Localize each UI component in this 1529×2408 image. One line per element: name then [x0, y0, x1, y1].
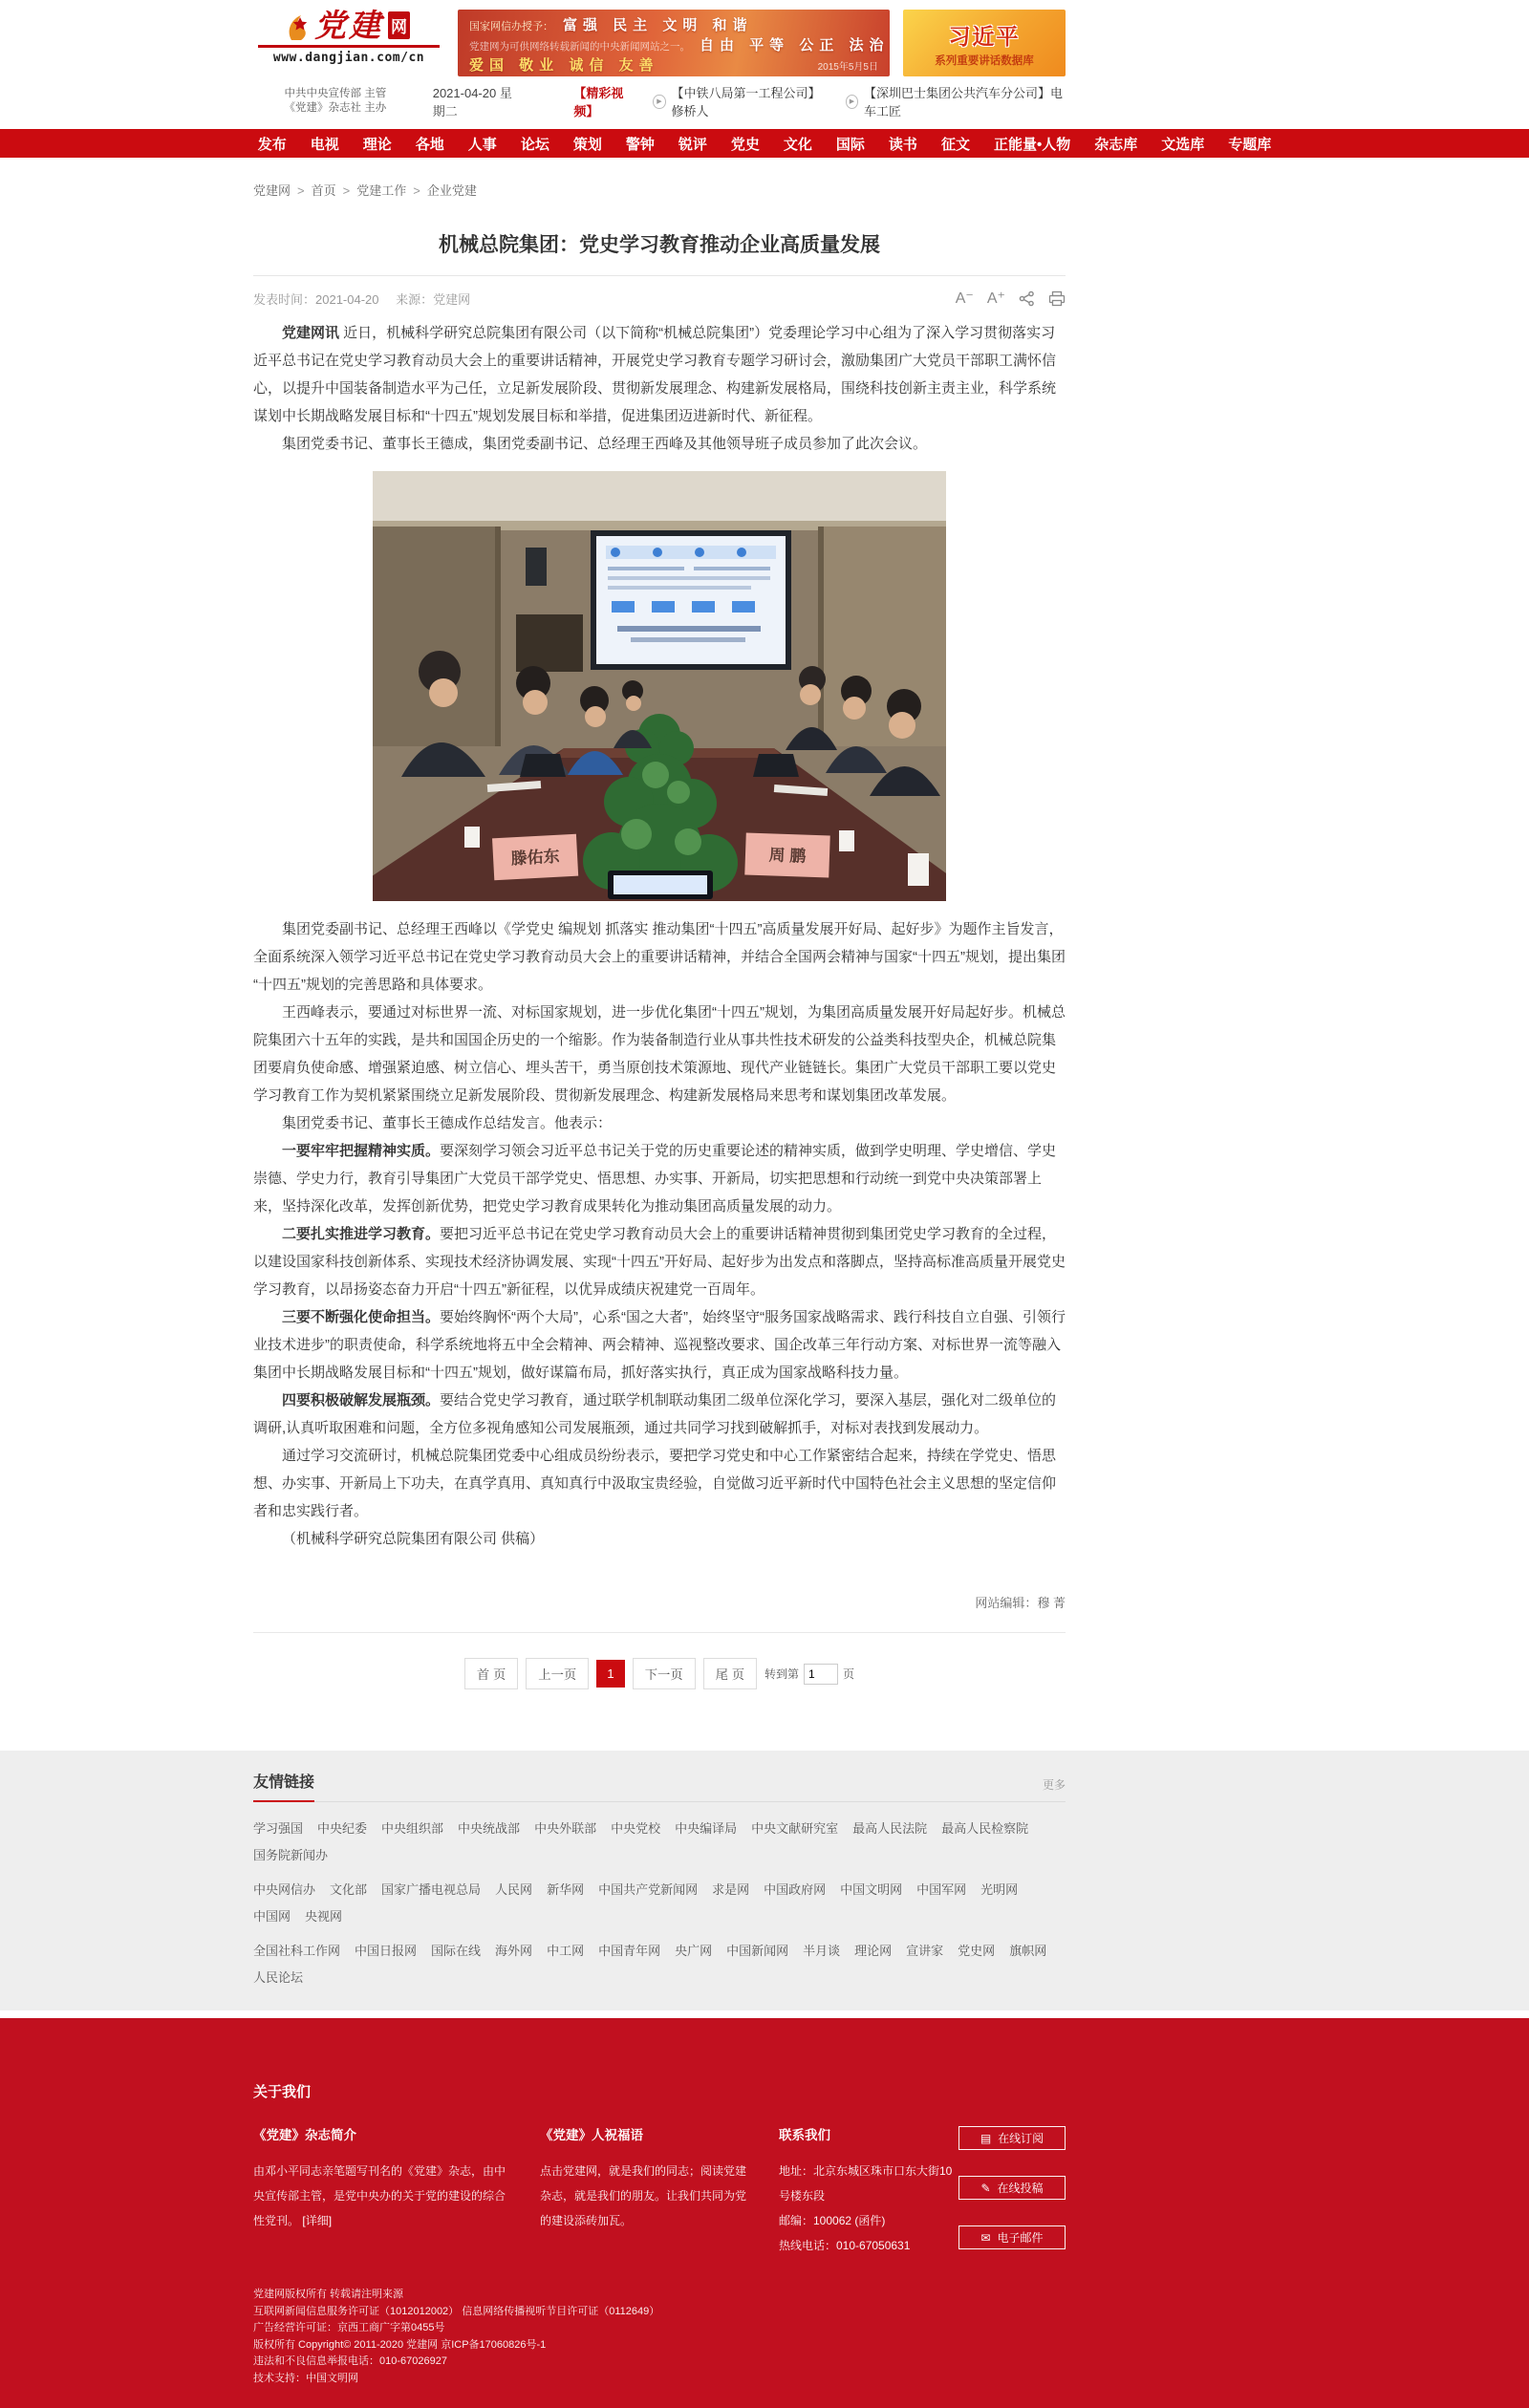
- article-source: 来源：党建网: [396, 291, 471, 307]
- detail-link[interactable]: [详细]: [302, 2214, 333, 2227]
- friend-link[interactable]: 国务院新闻办: [253, 1848, 329, 1862]
- email-button[interactable]: [958, 2225, 1066, 2249]
- email-label: 电子邮件: [997, 2231, 1044, 2245]
- play-icon[interactable]: ▶: [653, 95, 665, 109]
- friend-link[interactable]: 央广网: [675, 1944, 713, 1958]
- current-date: 2021-04-20 星期二: [432, 86, 512, 118]
- contact-address: 地址：北京东城区珠市口东大街10号楼东段: [779, 2164, 953, 2203]
- article-paragraph: 通过学习交流研讨，机械总院集团党委中心组成员纷纷表示，要把学习党史和中心工作紧密结合起来，持续在学党史、悟思想、办实事、开新局上下功夫，在真学真用、真知真行中汲取宝贵经验，自觉做习近平新时代中国特色社会主义思想的坚定信仰者和忠实践行者。: [253, 1448, 1057, 1519]
- video-link-1-title: 【中铁八局第一工程公司】修桥人: [671, 86, 821, 118]
- friend-link[interactable]: 海外网: [495, 1944, 533, 1958]
- nav-item[interactable]: 读书: [888, 136, 917, 153]
- friend-link[interactable]: 半月谈: [803, 1944, 841, 1958]
- friend-link[interactable]: 最高人民法院: [852, 1821, 928, 1836]
- page-title: 机械总院集团：党史学习教育推动企业高质量发展: [439, 234, 880, 256]
- current-page-button[interactable]: 1: [596, 1660, 624, 1688]
- logo-brand-text: 党建: [314, 7, 383, 44]
- friend-link[interactable]: 学习强国: [253, 1821, 304, 1836]
- breadcrumb-link[interactable]: 党建工作: [356, 183, 407, 198]
- friend-link[interactable]: 中央统战部: [458, 1821, 521, 1836]
- nav-item[interactable]: 各地: [415, 136, 444, 153]
- friend-link[interactable]: 中国网: [253, 1909, 291, 1924]
- legal-line: 版权所有 Copyright© 2011-2020 党建网 京ICP备17060826号-1: [253, 2338, 547, 2351]
- online-submit-label: 在线投稿: [997, 2182, 1044, 2195]
- friend-links-title: 友情链接: [253, 1770, 314, 1802]
- goto-prefix: 转到第: [764, 1667, 800, 1681]
- next-page-button[interactable]: 下一页: [633, 1658, 696, 1689]
- date-video-bar: [253, 83, 1066, 129]
- video-link-2[interactable]: [846, 83, 1066, 119]
- article-paragraph: 党建网讯 近日，机械科学研究总院集团有限公司（以下简称“机械总院集团”）党委理论学习中心组为了深入学习贯彻落实习近平总书记在党史学习教育动员大会上的重要讲话精神，开展党史学习教育专题学习研讨会，激励集团广大党员干部职工满怀信心，以提升中国装备制造水平为己任，立足新发展阶段、贯彻新发展理念、构建新发展格局，围绕科技创新主责主业，科学系统谋划中长期战略发展目标和“十四五”规划发展目标和举措，促进集团迈进新时代、新征程。: [253, 325, 1057, 424]
- first-page-button[interactable]: 首 页: [464, 1658, 518, 1689]
- friend-link[interactable]: 光明网: [980, 1882, 1019, 1897]
- banner-values-row1: 富强 民主 文明 和谐: [563, 17, 753, 33]
- article-paragraph: 集团党委书记、董事长王德成，集团党委副书记、总经理王西峰及其他领导班子成员参加了此次会议。: [282, 436, 928, 452]
- logo-url: www.dangjian.com/cn: [272, 51, 425, 65]
- friend-link[interactable]: 中工网: [547, 1944, 585, 1958]
- banner-values-row3: 爱国 敬业 诚信 友善: [469, 57, 659, 74]
- breadcrumb-separator: >: [413, 183, 420, 198]
- friend-link[interactable]: 中国新闻网: [726, 1944, 789, 1958]
- article: [253, 229, 1066, 1745]
- friend-link[interactable]: 全国社科工作网: [253, 1944, 341, 1958]
- online-subscribe-button[interactable]: [958, 2126, 1066, 2150]
- friend-link[interactable]: 中国政府网: [764, 1882, 827, 1897]
- article-photo: [373, 471, 946, 906]
- font-decrease-button[interactable]: A⁻: [955, 290, 974, 307]
- footer-col2-text: 点击党建网，就是我们的同志；阅读党建杂志，就是我们的朋友。让我们共同为党的建设添砖加瓦。: [540, 2164, 747, 2227]
- site-header: [0, 0, 1529, 129]
- nav-item[interactable]: 人事: [467, 136, 497, 153]
- nav-item[interactable]: 征文: [940, 136, 970, 153]
- banner-award-label: 国家网信办授予：: [469, 21, 553, 32]
- friend-link[interactable]: 求是网: [712, 1882, 750, 1897]
- breadcrumb-item: [356, 183, 427, 198]
- nav-item[interactable]: 理论: [362, 136, 392, 153]
- nav-item[interactable]: 杂志库: [1094, 136, 1138, 153]
- nav-item[interactable]: 文化: [783, 136, 812, 153]
- nav-item[interactable]: 电视: [310, 136, 339, 153]
- goto-suffix: 页: [843, 1667, 855, 1681]
- footer-col2-title: 《党建》人祝福语: [540, 2128, 643, 2142]
- article-body-main: [253, 915, 1066, 1553]
- friend-link[interactable]: 旗帜网: [1009, 1944, 1047, 1958]
- masthead-line1: 中共中央宣传部 主管: [284, 88, 387, 99]
- masthead: [253, 87, 418, 116]
- friend-link[interactable]: 党史网: [958, 1944, 996, 1958]
- friend-links-row: [253, 1880, 1066, 1924]
- footer-buttons: [958, 2124, 1066, 2258]
- legal-line: 违法和不良信息举报电话：010-67026927: [253, 2355, 447, 2367]
- article-paragraph: 三要不断强化使命担当。要始终胸怀“两个大局”，心系“国之大者”，始终坚守“服务国家战略需求、践行科技自立自强、引领行业技术进步”的职责使命，科学系统地将五中全会精神、两会精神、巡视整改要求、国企改革三年行动方案、对标世界一流等融入集团中长期战略发展目标和“十四五”规划，做好谋篇布局，抓好落实执行，真正成为国家战略科技力量。: [253, 1309, 1066, 1381]
- article-paragraph: 王西峰表示，要通过对标世界一流、对标国家规划，进一步优化集团“十四五”规划，为集团高质量发展开好局起好步。机械总院集团六十五年的实践，是共和国国企历史的一个缩影。作为装备制造行业从事共性技术研发的公益类科技型央企，机械总院集团要肩负使命感、增强紧迫感、树立信心、埋头苦干，勇当原创技术策源地、现代产业链链长。集团广大党员干部职工要以党史学习教育工作为契机紧紧围绕立足新发展阶段、贯彻新发展理念、构建新发展格局来思考和谋划集团改革发展。: [253, 1004, 1066, 1104]
- xi-speech-database-banner[interactable]: [903, 10, 1066, 76]
- site-footer: [0, 2018, 1529, 2408]
- breadcrumb-link[interactable]: 党建网: [253, 183, 291, 198]
- friend-link[interactable]: 中央网信办: [253, 1882, 316, 1897]
- nav-item[interactable]: 策划: [572, 136, 602, 153]
- friend-link[interactable]: 中国青年网: [598, 1944, 661, 1958]
- nav-item[interactable]: 文选库: [1161, 136, 1205, 153]
- email-icon: ✉: [980, 2230, 991, 2245]
- legal-line: 广告经营许可证：京西工商广字第0455号: [253, 2322, 445, 2333]
- friend-link[interactable]: 新华网: [547, 1882, 585, 1897]
- breadcrumb-link[interactable]: 首页: [311, 183, 336, 198]
- footer-col3-title: 联系我们: [779, 2128, 830, 2142]
- core-values-banner[interactable]: [458, 10, 890, 76]
- legal-line: 党建网版权所有 转载请注明来源: [253, 2289, 404, 2300]
- video-section-label[interactable]: 【精彩视频】: [573, 86, 624, 118]
- friend-link[interactable]: 中国文明网: [840, 1882, 903, 1897]
- nav-item[interactable]: 党史: [730, 136, 760, 153]
- friend-link[interactable]: 宣讲家: [906, 1944, 944, 1958]
- share-icon[interactable]: [1019, 290, 1035, 307]
- name-card-right: 周 鹏: [768, 846, 807, 866]
- breadcrumb-separator: >: [297, 183, 305, 198]
- article-paragraph: 二要扎实推进学习教育。要把习近平总书记在党史学习教育动员大会上的重要讲话精神贯彻到集团党史学习教育的全过程，以建设国家科技创新体系、实现技术经济协调发展、实现“十四五”开好局、起好步为出发点和落脚点，坚持高标准高质量开展党史学习教育，以昂扬姿态奋力开启“十四五”新征程，以优异成绩庆祝建党一百周年。: [253, 1226, 1066, 1298]
- main-nav: [0, 129, 1529, 158]
- name-card-left: 滕佑东: [510, 847, 561, 869]
- footer-magazine-intro: [253, 2124, 540, 2258]
- logo-net-badge: 网: [388, 11, 410, 39]
- friend-link[interactable]: 中国共产党新闻网: [598, 1882, 699, 1897]
- play-icon[interactable]: ▶: [846, 95, 858, 109]
- breadcrumb-item: [312, 183, 357, 198]
- friend-link[interactable]: 央视网: [305, 1909, 343, 1924]
- banner-right-line2: 系列重要讲话数据库: [935, 54, 1034, 67]
- friend-link[interactable]: 中国日报网: [355, 1944, 418, 1958]
- friend-link[interactable]: 中央党校: [611, 1821, 661, 1836]
- nav-item[interactable]: 专题库: [1228, 136, 1272, 153]
- more-link[interactable]: 更多: [1042, 1778, 1066, 1792]
- publish-time: 发表时间：2021-04-20: [253, 291, 379, 307]
- footer-col1-title: 《党建》杂志简介: [253, 2128, 356, 2142]
- subscribe-icon: ▤: [980, 2131, 992, 2145]
- logo-underline: [258, 45, 440, 48]
- friend-link[interactable]: 中央外联部: [534, 1821, 597, 1836]
- nav-item[interactable]: 正能量•人物: [993, 136, 1071, 153]
- article-paragraph: （机械科学研究总院集团有限公司 供稿）: [282, 1531, 545, 1547]
- legal-line: 技术支持：中国文明网: [253, 2372, 358, 2384]
- friend-links-section: [0, 1751, 1529, 2010]
- prev-page-button[interactable]: 上一页: [526, 1658, 589, 1689]
- last-page-button[interactable]: 尾 页: [703, 1658, 757, 1689]
- submit-pencil-icon: ✎: [980, 2181, 991, 2195]
- goto-page: [764, 1664, 854, 1685]
- article-paragraph: 四要积极破解发展瓶颈。要结合党史学习教育，通过联学机制联动集团二级单位深化学习，要深入基层，强化对二级单位的调研,认真听取困难和问题，全方位多视角感知公司发展瓶颈，通过共同学习找到破解抓手，对标对表找到发展动力。: [253, 1392, 1057, 1436]
- banner-note: 党建网为可供网络转载新闻的中央新闻网站之一。: [469, 41, 690, 53]
- article-tools: [956, 289, 1066, 308]
- friend-link[interactable]: 文化部: [330, 1882, 368, 1897]
- footer-blessing: [540, 2124, 779, 2258]
- friend-link[interactable]: 中央文献研究室: [751, 1821, 839, 1836]
- friend-link[interactable]: 国际在线: [431, 1944, 482, 1958]
- friend-link[interactable]: 中央编译局: [675, 1821, 738, 1836]
- nav-item[interactable]: 国际: [835, 136, 865, 153]
- friend-links-row: [253, 1941, 1066, 1986]
- breadcrumb-separator: >: [342, 183, 351, 198]
- breadcrumb-item: [427, 183, 490, 198]
- friend-link[interactable]: 最高人民检察院: [941, 1821, 1029, 1836]
- article-paragraph: 一要牢牢把握精神实质。要深刻学习领会习近平总书记关于党的历史重要论述的精神实质，做到学史明理、学史增信、学史崇德、学史力行，教育引导集团广大党员干部学党史、悟思想、办实事、开新局，切实把思想和行动统一到党中央决策部署上来，坚持深化改革，发挥创新优势，把党史学习教育成果转化为推动集团高质量发展的动力。: [253, 1143, 1057, 1215]
- friend-links-header: [253, 1770, 1066, 1802]
- site-logo[interactable]: [253, 7, 444, 76]
- meeting-room-photo: [373, 471, 946, 901]
- masthead-line2: 《党建》杂志社 主办: [284, 102, 387, 114]
- nav-item[interactable]: 发布: [257, 136, 287, 153]
- video-link-2-title: 【深圳巴士集团公共汽车分公司】电车工匠: [863, 86, 1063, 118]
- legal-info: [253, 2287, 1066, 2387]
- contact-postcode: 邮编：100062 (函件): [779, 2214, 886, 2227]
- font-increase-button[interactable]: A⁺: [986, 290, 1005, 307]
- friend-link[interactable]: 中国军网: [916, 1882, 967, 1897]
- friend-link[interactable]: 中央纪委: [317, 1821, 368, 1836]
- about-us-title: 关于我们: [253, 2084, 312, 2100]
- site-editor-credit: 网站编辑：穆 菁: [975, 1596, 1066, 1610]
- banner-date-note: 2015年5月5日: [817, 62, 878, 73]
- breadcrumb-item: [253, 183, 312, 198]
- friend-links-row: [253, 1818, 1066, 1863]
- banner-right-line1: 习近平: [948, 23, 1021, 49]
- online-subscribe-label: 在线订阅: [998, 2132, 1044, 2145]
- article-meta: [253, 276, 1066, 319]
- logo-flame-star-icon: [288, 13, 312, 42]
- footer-col1-text: 由邓小平同志亲笔题写刊名的《党建》杂志，由中央宣传部主管，是党中央办的关于党的建设的综合性党刊。: [253, 2164, 506, 2227]
- breadcrumb-link[interactable]: 企业党建: [426, 183, 477, 198]
- article-paragraph: 集团党委书记、董事长王德成作总结发言。他表示：: [282, 1115, 613, 1131]
- goto-page-input[interactable]: [804, 1664, 838, 1685]
- banner-values-row2: 自由 平等 公正 法治: [700, 37, 890, 54]
- nav-item[interactable]: 论坛: [520, 136, 549, 153]
- legal-line: 互联网新闻信息服务许可证（1012012002） 信息网络传播视听节目许可证（0112649）: [253, 2305, 660, 2317]
- print-icon[interactable]: [1048, 290, 1066, 307]
- pagination: [253, 1633, 1066, 1745]
- friend-link[interactable]: 人民网: [495, 1882, 533, 1897]
- nav-item[interactable]: 锐评: [678, 136, 707, 153]
- article-paragraph: 集团党委副书记、总经理王西峰以《学党史 编规划 抓落实 推动集团“十四五”高质量发展开好局、起好步》为题作主旨发言，全面系统深入领学习近平总书记在党史学习教育动员大会上的重要讲话精神，并结合全国两会精神与国家“十四五”规划，提出集团“十四五”规划的完善思路和具体要求。: [253, 921, 1066, 993]
- footer-contact: [779, 2124, 958, 2258]
- breadcrumb: [253, 158, 1066, 212]
- friend-link[interactable]: 中央组织部: [381, 1821, 444, 1836]
- contact-hotline: 热线电话：010-67050631: [779, 2239, 911, 2252]
- friend-link[interactable]: 国家广播电视总局: [381, 1882, 482, 1897]
- online-submit-button[interactable]: [958, 2176, 1066, 2200]
- nav-item[interactable]: 警钟: [625, 136, 655, 153]
- article-body-intro: [253, 319, 1066, 458]
- video-link-1[interactable]: [653, 83, 829, 119]
- friend-link[interactable]: 人民论坛: [253, 1970, 304, 1985]
- friend-link[interactable]: 理论网: [854, 1944, 893, 1958]
